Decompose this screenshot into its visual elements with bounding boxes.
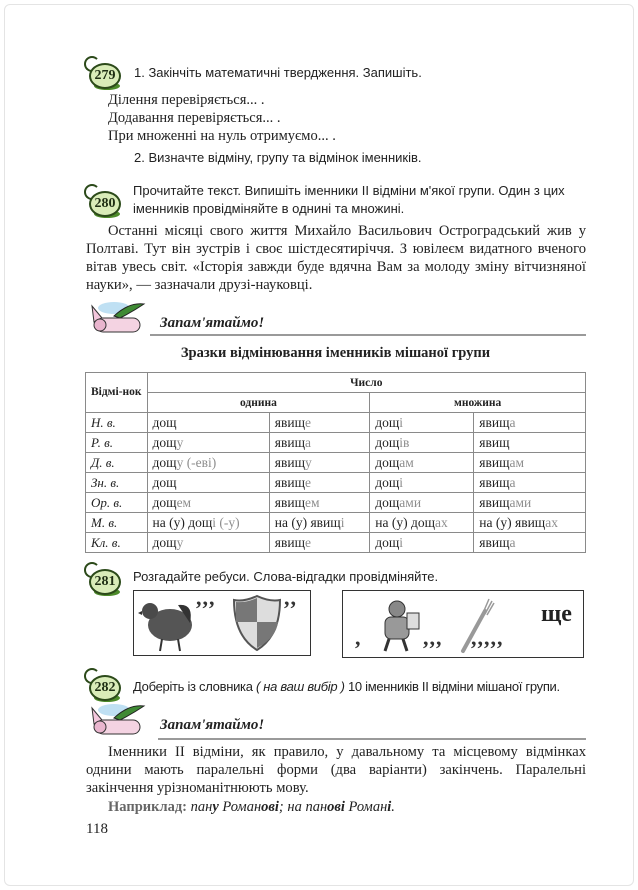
table-row <box>86 493 586 513</box>
word-ending: ам <box>509 454 525 470</box>
case-label: Зн. в. <box>86 473 148 493</box>
header-plural: множина <box>370 393 586 413</box>
word-ending: у <box>176 534 184 550</box>
word-stem: дощ <box>152 494 177 510</box>
table-cell <box>370 493 474 513</box>
table-row <box>86 533 586 553</box>
word-ending: ем <box>304 494 320 510</box>
table-cell <box>370 453 474 473</box>
table-cell <box>370 533 474 553</box>
page-number: 118 <box>86 821 108 837</box>
hen-icon <box>138 595 198 653</box>
word-stem: на (у) дощ <box>375 514 436 530</box>
word-stem: явищ <box>274 414 305 430</box>
table-cell <box>474 493 586 513</box>
word-stem: дощ <box>375 414 400 430</box>
example-part: Роман <box>344 799 388 815</box>
scroll-flower-icon <box>84 700 154 740</box>
exercise-280-badge <box>84 188 118 216</box>
word-stem: дощ <box>375 534 400 550</box>
word-stem: дощ <box>375 454 400 470</box>
word-stem: явищ <box>479 414 510 430</box>
table-cell <box>370 473 474 493</box>
word-ending: і <box>399 414 404 430</box>
word-ending: е <box>304 534 311 550</box>
scroll-flower-icon <box>84 298 154 338</box>
word-stem: явищ <box>479 474 510 490</box>
case-label: Р. в. <box>86 433 148 453</box>
word-ending: ами <box>509 494 532 510</box>
table-body <box>86 413 586 553</box>
rebus-commas: ,,,,, <box>471 625 504 650</box>
table-cell <box>474 413 586 433</box>
rebus-1 <box>133 585 311 656</box>
table-cell <box>269 473 370 493</box>
example-part: у <box>212 799 219 815</box>
word-stem: дощ <box>152 534 177 550</box>
rebus-syllable: ще <box>541 601 572 627</box>
exercise-282-badge <box>84 672 118 700</box>
table-title: Зразки відмінювання іменників мішаної групи <box>180 345 491 361</box>
table-cell <box>147 513 269 533</box>
exercise-number: 282 <box>89 675 121 701</box>
header-case: Відмі-нок <box>86 373 148 413</box>
word-stem: явищ <box>274 434 305 450</box>
word-ending: у (-еві) <box>176 454 217 470</box>
table-cell <box>147 533 269 553</box>
word-ending: а <box>304 434 311 450</box>
rebus-commas: , <box>355 625 362 650</box>
word-ending: ам <box>399 454 414 470</box>
case-label: Ор. в. <box>86 493 148 513</box>
example-part: ові <box>261 799 279 815</box>
example-part: Роман <box>218 799 262 815</box>
word-stem: явищ <box>274 534 305 550</box>
word-ending: ів <box>399 434 410 450</box>
exercise-281-task: Розгадайте ребуси. Слова-відгадки провідміняйте. <box>133 569 439 584</box>
word-ending: е <box>304 474 311 490</box>
word-ending: а <box>509 474 516 490</box>
word-stem: явищ <box>479 534 510 550</box>
word-ending: а <box>509 534 516 550</box>
exercise-282-task <box>133 678 560 696</box>
table-cell <box>474 453 586 473</box>
table-row <box>86 413 586 433</box>
exercise-281-badge <box>84 566 118 594</box>
declension-table <box>85 372 586 553</box>
exercise-279-badge <box>84 60 118 88</box>
exercise-number: 279 <box>89 63 121 89</box>
case-label: Н. в. <box>86 413 148 433</box>
task-text: 10 іменників ІІ відміни мішаної групи. <box>347 679 560 694</box>
exercise-279-task2: 2. Визначте відміну, групу та відмінок іменників. <box>134 150 422 165</box>
word-stem: дощ <box>375 434 400 450</box>
table-cell <box>147 473 269 493</box>
table-row <box>86 513 586 533</box>
exercise-number: 280 <box>89 191 121 217</box>
word-ending: ем <box>176 494 192 510</box>
example-part: ові <box>327 799 345 815</box>
table-row <box>86 433 586 453</box>
table-cell <box>370 513 474 533</box>
table-cell <box>370 413 474 433</box>
table-cell <box>474 513 586 533</box>
task-text: Доберіть із словника <box>133 679 253 694</box>
table-row <box>86 473 586 493</box>
table-row <box>86 453 586 473</box>
example-part: на пан <box>287 799 328 815</box>
task-italic: ( на ваш вибір ) <box>255 679 345 694</box>
exercise-279-task1: 1. Закінчіть математичні твердження. Запишіть. <box>134 65 422 80</box>
remember-text: Іменники ІІ відміни, як правило, у давальному та місцевому відмінках однини мають паралельні форми (два варіанти) закінчень. Паралельні закінчення урізноманітнюють мову. <box>86 744 586 796</box>
table-cell <box>269 453 370 473</box>
word-ending: е <box>304 414 311 430</box>
divider <box>158 738 586 740</box>
word-stem: явищ <box>274 454 305 470</box>
word-stem: на (у) явищ <box>274 514 341 530</box>
statement-line: При множенні на нуль отримуємо... . <box>108 128 336 144</box>
shield-icon <box>232 594 282 652</box>
word-ending: і (-у) <box>212 514 240 530</box>
exercise-number: 281 <box>89 569 121 595</box>
statement-line: Додавання перевіряється... . <box>108 110 281 126</box>
word-ending: ами <box>399 494 422 510</box>
example-part: пан <box>190 799 213 815</box>
table-cell <box>269 433 370 453</box>
rebus-commas: ,, <box>284 585 297 610</box>
table-cell <box>474 473 586 493</box>
remember-heading: Запам'ятаймо! <box>160 717 265 733</box>
table-cell <box>147 493 269 513</box>
exercise-279-lines <box>108 91 336 145</box>
rebus-commas: ,,, <box>196 585 216 610</box>
word-ending: у <box>176 434 184 450</box>
rebus-commas: ,,, <box>423 625 443 650</box>
word-ending: і <box>399 474 404 490</box>
word-stem: на (у) дощ <box>152 514 213 530</box>
table-cell <box>474 433 586 453</box>
word-ending: і <box>399 534 404 550</box>
example-line <box>108 799 395 816</box>
rebus-2 <box>342 590 584 658</box>
remember-heading: Запам'ятаймо! <box>160 315 265 331</box>
word-ending: і <box>340 514 345 530</box>
table-cell <box>147 433 269 453</box>
word-ending: а <box>509 414 516 430</box>
example-part: і <box>387 799 392 815</box>
word-stem: явищ <box>479 434 510 450</box>
word-stem: дощ <box>375 474 400 490</box>
word-stem: явищ <box>479 494 510 510</box>
exercise-280-text: Останні місяці свого життя Михайло Васильович Остроградський жив у Полтаві. Тут він зустрів і своє шістдесятиріччя. З ювілеєм видатного вченого вітав увесь світ. «Історія завжди буде вдячна Вам за молоду зміну вітчизняної науки», — зазначали друзі-науковці. <box>86 223 586 293</box>
header-singular: однина <box>147 393 370 413</box>
example-punct: ; <box>278 799 288 815</box>
table-cell <box>269 513 370 533</box>
traveler-icon <box>373 597 423 653</box>
example-label: Наприклад: <box>108 799 188 815</box>
case-label: М. в. <box>86 513 148 533</box>
word-stem: дощ <box>375 494 400 510</box>
word-stem: дощ <box>152 454 177 470</box>
word-ending: ах <box>435 514 448 530</box>
table-cell <box>147 453 269 473</box>
word-stem: дощ <box>152 434 177 450</box>
table-cell <box>269 493 370 513</box>
case-label: Кл. в. <box>86 533 148 553</box>
word-ending: ах <box>545 514 558 530</box>
example-text <box>191 799 395 815</box>
word-stem: дощ <box>152 474 177 490</box>
word-stem: явищ <box>274 494 305 510</box>
table-cell <box>269 413 370 433</box>
statement-line: Ділення перевіряється... . <box>108 92 265 108</box>
word-stem: дощ <box>152 414 177 430</box>
example-punct: . <box>391 799 395 815</box>
word-stem: явищ <box>479 454 510 470</box>
table-cell <box>370 433 474 453</box>
word-stem: явищ <box>274 474 305 490</box>
exercise-280-task: Прочитайте текст. Випишіть іменники ІІ відміни м'якої групи. Один з цих іменників провідміняйте в однині та множині. <box>133 183 565 216</box>
table-cell <box>147 413 269 433</box>
divider <box>150 334 586 336</box>
case-label: Д. в. <box>86 453 148 473</box>
word-ending: у <box>304 454 312 470</box>
table-cell <box>269 533 370 553</box>
table-cell <box>474 533 586 553</box>
header-number: Число <box>147 373 585 393</box>
word-stem: на (у) явищ <box>479 514 546 530</box>
